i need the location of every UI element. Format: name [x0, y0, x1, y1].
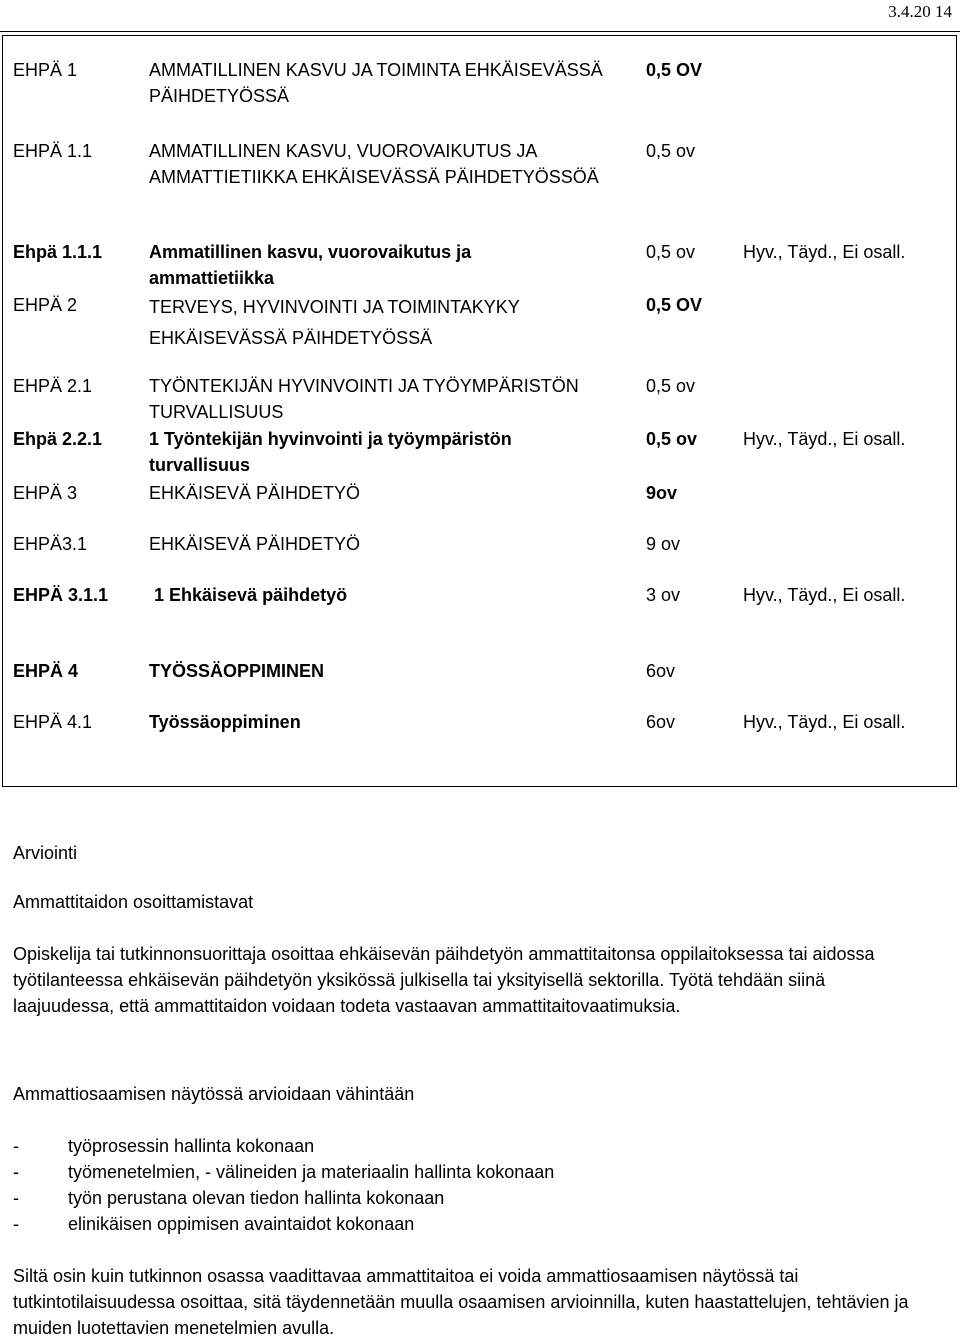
row-grade: Hyv., Täyd., Ei osall.: [743, 242, 906, 262]
row-code: EHPÄ 4.1: [13, 712, 93, 732]
page-date: 3.4.20 14: [888, 2, 952, 21]
assessment-subheading: Ammattitaidon osoittamistavat: [13, 892, 254, 912]
header-divider: [0, 31, 960, 32]
row-ov: 3 ov: [646, 585, 681, 605]
row-grade: Hyv., Täyd., Ei osall.: [743, 429, 906, 449]
row-code: EHPÄ 3.1.1: [13, 585, 109, 605]
row-ov: 0,5 ov: [646, 141, 696, 161]
row-ov: 0,5 ov: [646, 376, 696, 396]
row-ov: 6ov: [646, 712, 676, 732]
row-title: Työssäoppiminen: [149, 712, 301, 732]
row-title: 1 Ehkäisevä päihdetyö: [154, 585, 348, 605]
row-code: EHPÄ 2.1: [13, 376, 93, 396]
list-item: - työmenetelmien, - välineiden ja materiaalin hallinta kokonaan: [13, 1159, 913, 1185]
row-title: TYÖSSÄOPPIMINEN: [149, 661, 325, 681]
assessment-heading: Arviointi: [13, 843, 78, 863]
row-ov: 6ov: [646, 661, 676, 681]
row-code: EHPÄ 2: [13, 295, 78, 315]
row-title: EHKÄISEVÄ PÄIHDETYÖ: [149, 483, 361, 503]
row-title: EHKÄISEVÄ PÄIHDETYÖ: [149, 534, 361, 554]
row-ov: 0,5 ov: [646, 242, 696, 262]
assessment-paragraph: Opiskelija tai tutkinnonsuorittaja osoittaa ehkäisevän päihdetyön ammattitaitonsa oppilaitoksessa tai aidossa työtilanteessa ehkäisevän päihdetyön yksikössä julkisella tai yksityisellä sektorilla. Työtä tehdään siinä laajuudessa, että ammattitaidon voidaan todeta vastaavan ammattitaitovaatimuksia.: [13, 944, 875, 1016]
row-title: TYÖNTEKIJÄN HYVINVOINTI JA TYÖYMPÄRISTÖN TURVALLISUUS: [149, 376, 579, 422]
row-title: AMMATILLINEN KASVU JA TOIMINTA EHKÄISEVÄSSÄ PÄIHDETYÖSSÄ: [149, 60, 603, 106]
row-ov: 9 ov: [646, 534, 681, 554]
row-title: AMMATILLINEN KASVU, VUOROVAIKUTUS JA AMMATTIETIIKKA EHKÄISEVÄSSÄ PÄIHDETYÖSSÖÄ: [149, 141, 599, 187]
row-code: EHPÄ 4: [13, 661, 79, 681]
list-item: - työn perustana olevan tiedon hallinta kokonaan: [13, 1185, 913, 1211]
row-title: TERVEYS, HYVINVOINTI JA TOIMINTAKYKY EHKÄISEVÄSSÄ PÄIHDETYÖSSÄ: [149, 297, 520, 348]
closing-paragraph: Siltä osin kuin tutkinnon osassa vaadittavaa ammattitaitoa ei voida ammattiosaamisen näytössä tai tutkintotilaisuudessa osoittaa, sitä täydennetään muulla osaamisen arvioinnilla, kuten haastattelujen, tehtävien ja muiden luotettavien menetelmien avulla.: [13, 1266, 909, 1338]
list-item: - elinikäisen oppimisen avaintaidot kokonaan: [13, 1211, 913, 1237]
list-item: - työprosessin hallinta kokonaan: [13, 1133, 913, 1159]
row-code: EHPÄ3.1: [13, 534, 88, 554]
row-title: Ammatillinen kasvu, vuorovaikutus ja ammattietiikka: [149, 242, 472, 288]
criteria-list: [13, 1133, 913, 1237]
row-grade: Hyv., Täyd., Ei osall.: [743, 712, 906, 732]
row-ov: 0,5 OV: [646, 295, 703, 315]
row-code: EHPÄ 1: [13, 60, 78, 80]
row-title: 1 Työntekijän hyvinvointi ja työympäristön turvallisuus: [149, 429, 512, 475]
row-code: EHPÄ 3: [13, 483, 78, 503]
row-grade: Hyv., Täyd., Ei osall.: [743, 585, 906, 605]
row-code: Ehpä 2.2.1: [13, 429, 103, 449]
row-ov: 0,5 OV: [646, 60, 703, 80]
row-code: Ehpä 1.1.1: [13, 242, 103, 262]
row-ov: 9ov: [646, 483, 678, 503]
row-code: EHPÄ 1.1: [13, 141, 93, 161]
list-heading: Ammattiosaamisen näytössä arvioidaan vähintään: [13, 1084, 415, 1104]
row-ov: 0,5 ov: [646, 429, 698, 449]
